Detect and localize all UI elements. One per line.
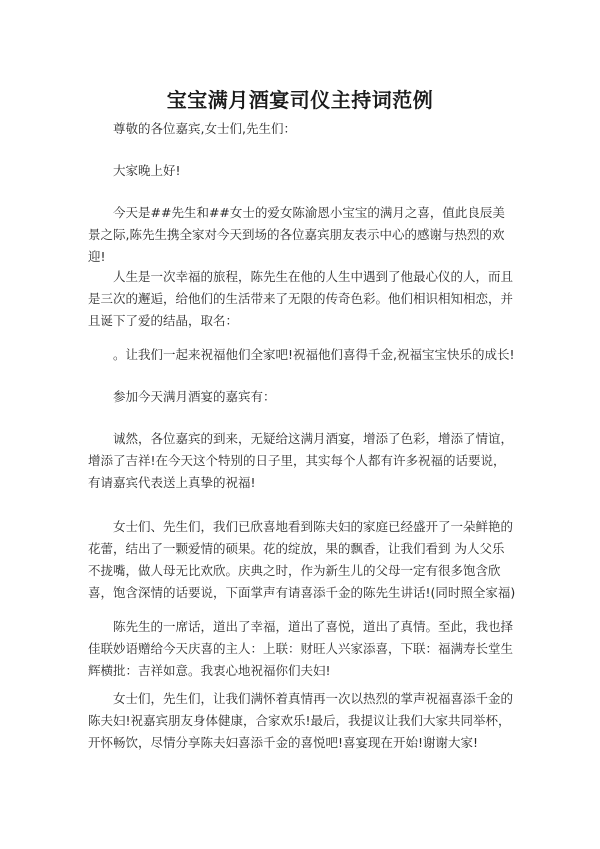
couplet-paragraph: 陈先生的一席话，道出了幸福，道出了喜悦，道出了真情。至此，我也择佳联妙语赠给今天庆喜的主人：上联：财旺人兴家添喜，下联：福满寿长堂生辉横批：吉祥如意。我衷心地祝福你们夫妇!: [88, 619, 514, 678]
page-title: 宝宝满月酒宴司仪主持词范例: [166, 88, 434, 112]
greeting-paragraph: 尊敬的各位嘉宾,女士们,先生们：: [113, 121, 296, 136]
opening-paragraph: 今天是##先生和##女士的爱女陈渝恩小宝宝的满月之喜，值此良辰美景之际,陈先生携全家对今天到场的各位嘉宾朋友表示中心的感谢与热烈的欢迎!: [88, 205, 505, 264]
guest-blessing-paragraph: 诚然，各位嘉宾的到来，无疑给这满月酒宴，增添了色彩，增添了情谊，增添了吉祥!在今天这个特别的日子里，其实每个人都有许多祝福的话要说，有请嘉宾代表送上真挚的祝福!: [88, 431, 514, 490]
good-evening-paragraph: 大家晚上好!: [113, 163, 181, 178]
parents-speech-paragraph: 女士们、先生们，我们已欣喜地看到陈夫妇的家庭已经盛开了一朵鲜艳的花蕾，结出了一颗爱情的硕果。花的绽放，果的飘香，让我们看到 为人父乐不拢嘴，做人母无比欢欣。庆典之时，作为新生儿的父母一定有很多饱含欣喜，饱含深情的话要说，下面掌声有请喜添千金的陈先生讲话!(同时照全家福): [88, 519, 516, 600]
story-paragraph: 人生是一次幸福的旅程，陈先生在他的人生中遇到了他最心仪的人，而且是三次的邂逅，给他们的生活带来了无限的传奇色彩。他们相识相知相恋，并且诞下了爱的结晶，取名：: [88, 269, 514, 328]
guests-paragraph: 参加今天满月酒宴的嘉宾有：: [113, 389, 276, 404]
closing-paragraph: 女士们，先生们，让我们满怀着真情再一次以热烈的掌声祝福喜添千金的陈夫妇!祝嘉宾朋友身体健康，合家欢乐!最后，我提议让我们大家共同举杯，开怀畅饮，尽情分享陈夫妇喜添千金的喜悦吧!喜宴现在开始!谢谢大家!: [88, 691, 514, 750]
blessing-paragraph: 。让我们一起来祝福他们全家吧!祝福他们喜得千金,祝福宝宝快乐的成长!: [113, 347, 515, 362]
